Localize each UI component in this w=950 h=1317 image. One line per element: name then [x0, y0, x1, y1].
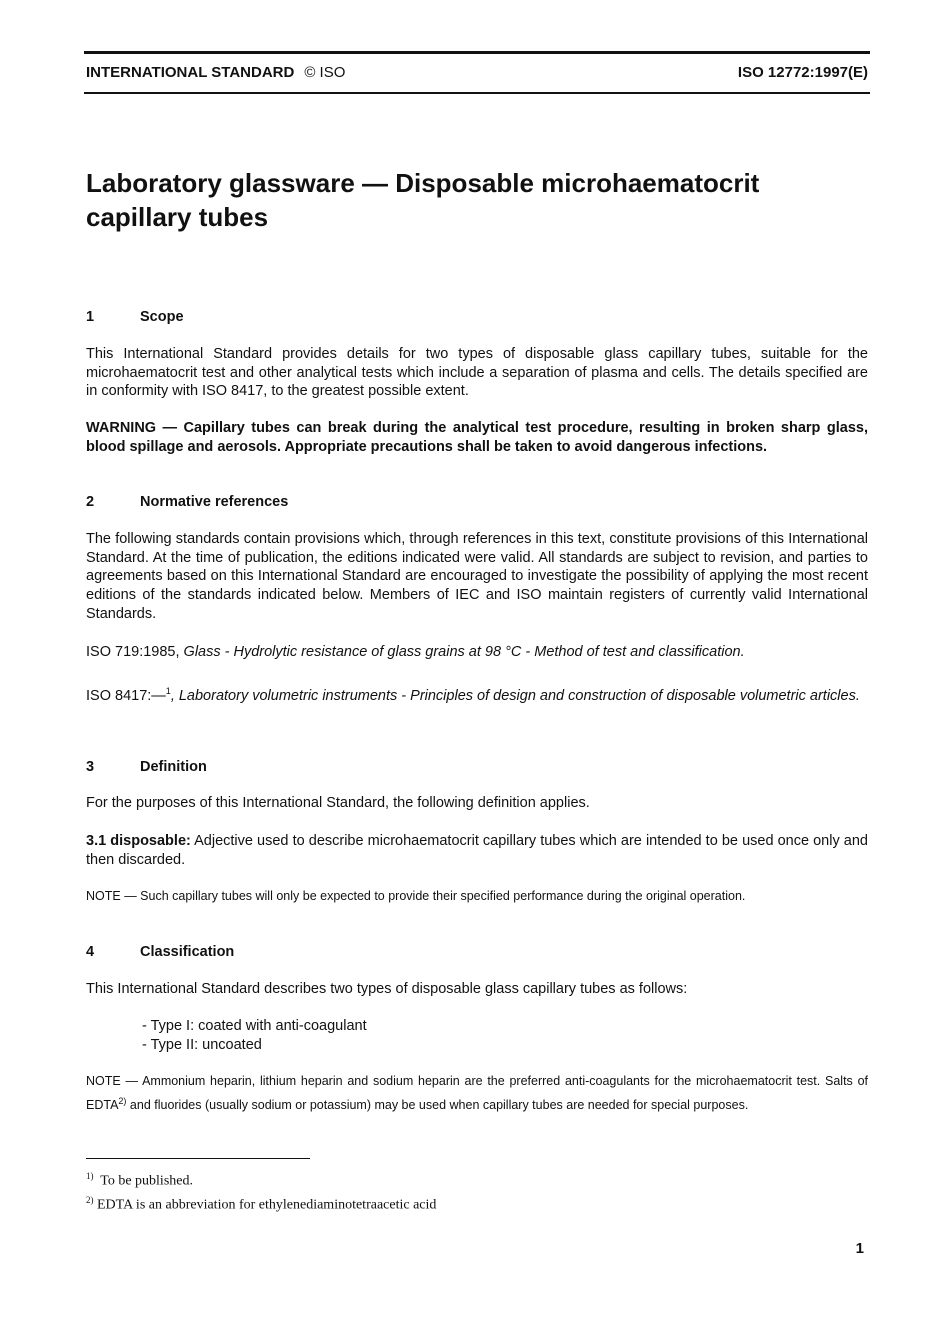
section-number: 1 — [86, 309, 95, 325]
list-item: - Type I: coated with anti-coagulant — [142, 1018, 367, 1034]
footnote: $^{1)}$ To be published. — [86, 1171, 193, 1189]
footnotes — [86, 1167, 868, 1214]
header-left: INTERNATIONAL STANDARD — [86, 64, 295, 81]
section-heading — [86, 759, 868, 775]
scope-paragraph: This International Standard provides details for two types of disposable glass capillary tubes, suitable for the microhaematocrit test and other analytical tests which include a separation of plasma and cells. The details specified are in conformity with ISO 8417, to the greatest possible extent. — [86, 346, 868, 400]
warning-paragraph: WARNING — Capillary tubes can break during the analytical test procedure, resulting in broken sharp glass, blood spillage and aerosols. Appropriate precautions shall be taken to avoid dangerous infections. — [86, 420, 868, 455]
list-item: - Type II: uncoated — [142, 1037, 262, 1053]
header-top-rule — [84, 51, 870, 54]
document-title — [86, 166, 868, 234]
title-line: Laboratory glassware — Disposable microhaematocrit — [86, 168, 760, 198]
section-heading — [86, 309, 868, 325]
section-heading — [86, 944, 868, 960]
section-number: 3 — [86, 759, 95, 775]
section-number: 4 — [86, 944, 95, 960]
header-copyright: © ISO — [304, 64, 346, 81]
section-heading — [86, 494, 868, 510]
definition-entry: 3.1 disposable: Adjective used to describe microhaematocrit capillary tubes which are intended to be used once only and then discarded. — [86, 833, 868, 868]
type-list — [142, 1017, 742, 1055]
references-paragraph: The following standards contain provisions which, through references in this text, constitute provisions of this International Standard. At the time of publication, the editions indicated were valid. All standards are subject to revision, and parties to agreements based on this International Standard are encouraged to investigate the possibility of applying the most recent editions of the standards indicated below. Members of IEC and ISO maintain registers of currently valid International Standards. — [86, 531, 868, 622]
section-title: Normative references — [140, 494, 289, 510]
header-bottom-rule — [84, 92, 870, 94]
section-number: 2 — [86, 494, 95, 510]
section-title: Scope — [140, 309, 184, 325]
footnote: $^{2)}$ EDTA is an abbreviation for ethylenediaminotetraacetic acid — [86, 1194, 437, 1213]
footnote-ref: 2) — [118, 1095, 127, 1106]
title-line: capillary tubes — [86, 202, 269, 232]
definition-note: NOTE — Such capillary tubes will only be expected to provide their specified performance during the original operation. — [86, 889, 746, 903]
reference-entry: ISO 8417:—$^1$, Laboratory volumetric instruments - Principles of design and construction of disposable volumetric articles. — [86, 686, 860, 704]
definition-intro: For the purposes of this International Standard, the following definition applies. — [86, 795, 590, 811]
footnote-ref: 1 — [165, 686, 171, 696]
footnote-rule — [86, 1158, 310, 1159]
classification-paragraph: This International Standard describes two types of disposable glass capillary tubes as follows: — [86, 981, 688, 997]
header-document-id: ISO 12772:1997(E) — [737, 64, 868, 81]
classification-note: NOTE — Ammonium heparin, lithium heparin and sodium heparin are the preferred anti-coagulants for the microhaematocrit test. Salts of EDTA$^{2)}$ and fluorides (usually sodium or potassium) may be used when capillary tubes are needed for special purposes. — [86, 1074, 868, 1112]
section-title: Classification — [140, 944, 235, 960]
page-number: 1 — [855, 1240, 864, 1257]
reference-entry: ISO 719:1985, Glass - Hydrolytic resistance of glass grains at 98 °C - Method of test and classification. — [86, 644, 745, 660]
section-title: Definition — [140, 759, 207, 775]
